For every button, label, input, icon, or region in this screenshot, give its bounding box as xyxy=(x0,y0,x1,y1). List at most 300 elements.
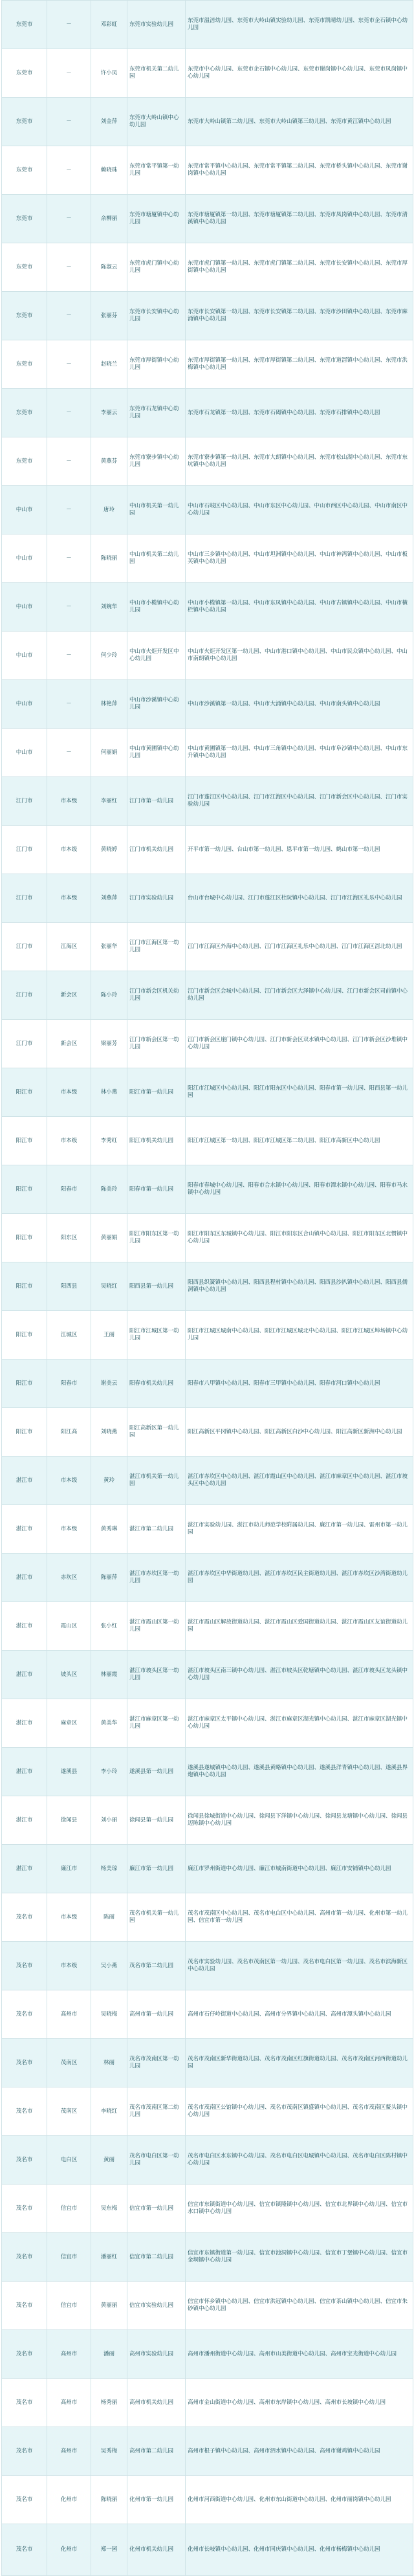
name-cell: 吴晓红 xyxy=(91,1262,127,1311)
name-cell: 黄秀琳 xyxy=(91,1505,127,1554)
city-cell: 中山市 xyxy=(2,680,47,729)
name-cell: 陈丽 xyxy=(91,1893,127,1942)
district-cell: 化州市 xyxy=(47,2476,91,2524)
name-cell: 陈美玲 xyxy=(91,1165,127,1214)
members-cell: 湛江市霞山区解放街道幼儿园、湛江市霞山区爱国街道幼儿园、湛江市霞山区友谊街道幼儿园 xyxy=(186,1602,413,1651)
table-row xyxy=(2,1651,413,1699)
kindergarten-cell: 茂名市茂南区第二幼儿园 xyxy=(127,2087,186,2136)
district-cell: 遂溪县 xyxy=(47,1748,91,1796)
name-cell: 赵晓兰 xyxy=(91,340,127,389)
members-cell: 东莞市中心幼儿园、东莞市企石镇中心幼儿园、东莞市谢岗镇中心幼儿园、东莞市凤岗镇中心幼儿园 xyxy=(186,49,413,98)
district-cell: 市本级 xyxy=(47,826,91,874)
kindergarten-cell: 信宜市实验幼儿园 xyxy=(127,2282,186,2330)
table-row xyxy=(2,1699,413,1748)
city-cell: 茂名市 xyxy=(2,2379,47,2427)
members-cell: 东莞市虎门镇第一幼儿园、东莞市虎门镇第二幼儿园、东莞市长安镇中心幼儿园、东莞市厚街镇中心幼儿园 xyxy=(186,243,413,292)
members-cell: 中山市石岐区中心幼儿园、中山市东区中心幼儿园、中山市西区中心幼儿园、中山市南区中心幼儿园 xyxy=(186,486,413,534)
city-cell: 湛江市 xyxy=(2,1748,47,1796)
members-cell: 茂名市茂南区公馆镇中心幼儿园、茂名市茂南区镇盛镇中心幼儿园、茂名市茂南区鳌头镇中心幼儿园 xyxy=(186,2087,413,2136)
kindergarten-cell: 信宜市第二幼儿园 xyxy=(127,2233,186,2282)
members-cell: 高州市根子镇中心幼儿园、高州市泗水镇中心幼儿园、高州市谢鸡镇中心幼儿园 xyxy=(186,2427,413,2476)
district-cell: 市本级 xyxy=(47,1505,91,1554)
kindergarten-cell: 高州市第一幼儿园 xyxy=(127,1990,186,2039)
kindergarten-cell: 徐闻县第一幼儿园 xyxy=(127,1796,186,1845)
city-cell: 茂名市 xyxy=(2,2185,47,2233)
district-cell: 阳江高 xyxy=(47,1408,91,1457)
kindergarten-cell: 茂名市茂南区第一幼儿园 xyxy=(127,2039,186,2087)
city-cell: 江门市 xyxy=(2,1020,47,1068)
table-row xyxy=(2,583,413,632)
name-cell: 梁丽芳 xyxy=(91,1020,127,1068)
city-cell: 中山市 xyxy=(2,486,47,534)
kindergarten-cell: 化州市第一幼儿园 xyxy=(127,2476,186,2524)
district-cell: － xyxy=(47,340,91,389)
members-cell: 信宜市怀乡镇中心幼儿园、信宜市洪冠镇中心幼儿园、信宜市茶山镇中心幼儿园、信宜市朱砂镇中心幼儿园 xyxy=(186,2282,413,2330)
name-cell: 李丽云 xyxy=(91,389,127,437)
members-cell: 茂名市茂南区新华街道幼儿园、茂名市茂南区红旗街道幼儿园、茂名市茂南区河西街道幼儿园 xyxy=(186,2039,413,2087)
name-cell: 陈淑云 xyxy=(91,243,127,292)
table-row xyxy=(2,2233,413,2282)
city-cell: 茂名市 xyxy=(2,2087,47,2136)
table-row xyxy=(2,340,413,389)
district-cell: 市本级 xyxy=(47,777,91,826)
members-cell: 茂名市实验幼儿园、茂名市茂南区第一幼儿园、茂名市电白区第一幼儿园、茂名市滨海新区中心幼儿园 xyxy=(186,1942,413,1990)
name-cell: 杨美琼 xyxy=(91,1845,127,1893)
city-cell: 阳江市 xyxy=(2,1262,47,1311)
name-cell: 许小凤 xyxy=(91,49,127,98)
members-cell: 阳春市八甲镇中心幼儿园、阳春市三甲镇中心幼儿园、阳春市河口镇中心幼儿园 xyxy=(186,1360,413,1408)
name-cell: 唐玲 xyxy=(91,486,127,534)
members-cell: 江门市江海区外海中心幼儿园、江门市江海区礼乐中心幼儿园、江门市江海区滘北幼儿园 xyxy=(186,923,413,971)
members-cell: 湛江市实验幼儿园、湛江市幼儿师范学校附属幼儿园、廉江市第一幼儿园、雷州市第一幼儿园 xyxy=(186,1505,413,1554)
name-cell: 黄丽娟 xyxy=(91,1214,127,1262)
kindergarten-cell: 茂名市第二幼儿园 xyxy=(127,1942,186,1990)
district-cell: 高州市 xyxy=(47,1990,91,2039)
table-row xyxy=(2,1408,413,1457)
table-row xyxy=(2,2330,413,2379)
members-cell: 湛江市赤坎区中华街道幼儿园、湛江市赤坎区民主街道幼儿园、湛江市赤坎区沙湾街道幼儿园 xyxy=(186,1554,413,1602)
table-row xyxy=(2,1,413,49)
city-cell: 东莞市 xyxy=(2,292,47,340)
table-row xyxy=(2,1020,413,1068)
members-cell: 东莞市常平镇中心幼儿园、东莞市常平镇第二幼儿园、东莞市桥头镇中心幼儿园、东莞市谢岗镇中心幼儿园 xyxy=(186,146,413,195)
table-row xyxy=(2,1554,413,1602)
kindergarten-cell: 东莞市实验幼儿园 xyxy=(127,1,186,49)
city-cell: 湛江市 xyxy=(2,1796,47,1845)
city-cell: 阳江市 xyxy=(2,1408,47,1457)
kindergarten-cell: 茂名市电白区第一幼儿园 xyxy=(127,2136,186,2185)
city-cell: 湛江市 xyxy=(2,1505,47,1554)
kindergarten-cell: 茂名市机关第一幼儿园 xyxy=(127,1893,186,1942)
kindergarten-cell: 廉江市第一幼儿园 xyxy=(127,1845,186,1893)
city-cell: 江门市 xyxy=(2,971,47,1020)
city-cell: 阳江市 xyxy=(2,1165,47,1214)
table-row xyxy=(2,826,413,874)
city-cell: 东莞市 xyxy=(2,389,47,437)
city-cell: 阳江市 xyxy=(2,1311,47,1360)
district-cell: 市本级 xyxy=(47,1942,91,1990)
table-row xyxy=(2,2087,413,2136)
name-cell: 杨秀丽 xyxy=(91,2379,127,2427)
district-cell: 市本级 xyxy=(47,874,91,923)
district-cell: 新会区 xyxy=(47,971,91,1020)
members-cell: 徐闻县徐城街道中心幼儿园、徐闻县下洋镇中心幼儿园、徐闻县龙塘镇中心幼儿园、徐闻县迈陈镇中心幼儿园 xyxy=(186,1796,413,1845)
kindergarten-cell: 中山市小榄镇中心幼儿园 xyxy=(127,583,186,632)
name-cell: 何丽娟 xyxy=(91,729,127,777)
kindergarten-cell: 江门市新会区第一幼儿园 xyxy=(127,1020,186,1068)
kindergarten-cell: 江门市江海区第一幼儿园 xyxy=(127,923,186,971)
district-cell: 阳西县 xyxy=(47,1262,91,1311)
table-row xyxy=(2,1262,413,1311)
table-row xyxy=(2,534,413,583)
city-cell: 东莞市 xyxy=(2,98,47,146)
district-cell: － xyxy=(47,1,91,49)
kindergarten-cell: 东莞市寮步镇中心幼儿园 xyxy=(127,437,186,486)
members-cell: 江门市蓬江区中心幼儿园、江门市江海区中心幼儿园、江门市新会区中心幼儿园、江门市实验幼儿园 xyxy=(186,777,413,826)
city-cell: 江门市 xyxy=(2,826,47,874)
kindergarten-cell: 化州市机关幼儿园 xyxy=(127,2524,186,2576)
name-cell: 黄丽 xyxy=(91,2136,127,2185)
table-row xyxy=(2,2379,413,2427)
district-cell: 茂南区 xyxy=(47,2039,91,2087)
city-cell: 茂名市 xyxy=(2,2476,47,2524)
name-cell: 黄丽丽 xyxy=(91,2282,127,2330)
members-cell: 中山市火炬开发区第一幼儿园、中山市港口镇中心幼儿园、中山市民众镇中心幼儿园、中山市南朗镇中心幼儿园 xyxy=(186,632,413,680)
district-cell: － xyxy=(47,292,91,340)
name-cell: 林丽霞 xyxy=(91,1651,127,1699)
city-cell: 江门市 xyxy=(2,777,47,826)
table-row xyxy=(2,971,413,1020)
table-row xyxy=(2,777,413,826)
name-cell: 赖晓珠 xyxy=(91,146,127,195)
city-cell: 茂名市 xyxy=(2,1893,47,1942)
name-cell: 刘婉华 xyxy=(91,583,127,632)
district-cell: － xyxy=(47,49,91,98)
table-row xyxy=(2,2524,413,2576)
district-cell: 阳春市 xyxy=(47,1360,91,1408)
members-cell: 化州市长岐镇中心幼儿园、化州市同庆镇中心幼儿园、化州市杨梅镇中心幼儿园 xyxy=(186,2524,413,2576)
members-cell: 东莞市大岭山镇第二幼儿园、东莞市大岭山镇第三幼儿园、东莞市黄江镇中心幼儿园 xyxy=(186,98,413,146)
kindergarten-cell: 湛江市赤坎区第一幼儿园 xyxy=(127,1554,186,1602)
kindergarten-cell: 江门市机关幼儿园 xyxy=(127,826,186,874)
kindergarten-cell: 中山市机关第二幼儿园 xyxy=(127,534,186,583)
name-cell: 刘燕萍 xyxy=(91,874,127,923)
table-row xyxy=(2,2136,413,2185)
table-row xyxy=(2,1796,413,1845)
members-cell: 东莞市厚街镇第一幼儿园、东莞市厚街镇第二幼儿园、东莞市道滘镇中心幼儿园、东莞市洪梅镇中心幼儿园 xyxy=(186,340,413,389)
city-cell: 湛江市 xyxy=(2,1845,47,1893)
name-cell: 吴小燕 xyxy=(91,1942,127,1990)
members-cell: 茂名市电白区水东镇中心幼儿园、茂名市电白区电城镇中心幼儿园、茂名市电白区陈村镇中心幼儿园 xyxy=(186,2136,413,2185)
name-cell: 张小红 xyxy=(91,1602,127,1651)
kindergarten-cell: 东莞市大岭山镇中心幼儿园 xyxy=(127,98,186,146)
city-cell: 湛江市 xyxy=(2,1602,47,1651)
name-cell: 王丽 xyxy=(91,1311,127,1360)
kindergarten-cell: 湛江市霞山区第一幼儿园 xyxy=(127,1602,186,1651)
members-cell: 阳春市春城中心幼儿园、阳春市合水镇中心幼儿园、阳春市潭水镇中心幼儿园、阳春市马水镇中心幼儿园 xyxy=(186,1165,413,1214)
members-cell: 阳江高新区平冈镇中心幼儿园、阳江高新区白沙中心幼儿园、阳江高新区新洲中心幼儿园 xyxy=(186,1408,413,1457)
kindergarten-cell: 东莞市虎门镇中心幼儿园 xyxy=(127,243,186,292)
table-row xyxy=(2,1602,413,1651)
name-cell: 陈晓丽 xyxy=(91,534,127,583)
members-cell: 东莞市寮步镇第一幼儿园、东莞市大朗镇中心幼儿园、东莞市松山湖中心幼儿园、东莞市东坑镇中心幼儿园 xyxy=(186,437,413,486)
district-cell: 麻章区 xyxy=(47,1699,91,1748)
city-cell: 茂名市 xyxy=(2,1942,47,1990)
members-cell: 高州市金山街道中心幼儿园、高州市东岸镇中心幼儿园、高州市长坡镇中心幼儿园 xyxy=(186,2379,413,2427)
city-cell: 江门市 xyxy=(2,874,47,923)
name-cell: 陈晓丽 xyxy=(91,2476,127,2524)
table-row xyxy=(2,243,413,292)
kindergarten-cell: 湛江市机关第一幼儿园 xyxy=(127,1457,186,1505)
district-cell: 信宜市 xyxy=(47,2185,91,2233)
name-cell: 张丽芬 xyxy=(91,292,127,340)
members-cell: 江门市新会区崖门镇中心幼儿园、江门市新会区双水镇中心幼儿园、江门市新会区沙堆镇中心幼儿园 xyxy=(186,1020,413,1068)
table-row xyxy=(2,2427,413,2476)
name-cell: 李晓红 xyxy=(91,2087,127,2136)
name-cell: 刘晓燕 xyxy=(91,1408,127,1457)
name-cell: 黄燕芬 xyxy=(91,437,127,486)
table-row xyxy=(2,2185,413,2233)
kindergarten-cell: 信宜市第一幼儿园 xyxy=(127,2185,186,2233)
members-cell: 湛江市赤坎区中心幼儿园、湛江市霞山区中心幼儿园、湛江市麻章区中心幼儿园、湛江市坡头区中心幼儿园 xyxy=(186,1457,413,1505)
name-cell: 林小燕 xyxy=(91,1068,127,1117)
city-cell: 东莞市 xyxy=(2,243,47,292)
city-cell: 中山市 xyxy=(2,632,47,680)
members-cell: 高州市石仔岭街道中心幼儿园、高州市分界镇中心幼儿园、高州市潭头镇中心幼儿园 xyxy=(186,1990,413,2039)
district-cell: 霞山区 xyxy=(47,1602,91,1651)
table-row xyxy=(2,680,413,729)
city-cell: 湛江市 xyxy=(2,1651,47,1699)
kindergarten-cell: 中山市火炬开发区中心幼儿园 xyxy=(127,632,186,680)
members-cell: 阳西县织簧镇中心幼儿园、阳西县程村镇中心幼儿园、阳西县沙扒镇中心幼儿园、阳西县儒洞镇中心幼儿园 xyxy=(186,1262,413,1311)
name-cell: 李秀红 xyxy=(91,1117,127,1165)
district-cell: － xyxy=(47,437,91,486)
district-cell: － xyxy=(47,680,91,729)
name-cell: 何少玲 xyxy=(91,632,127,680)
city-cell: 湛江市 xyxy=(2,1457,47,1505)
name-cell: 黄玲 xyxy=(91,1457,127,1505)
district-cell: 高州市 xyxy=(47,2379,91,2427)
kindergarten-cell: 东莞市机关第二幼儿园 xyxy=(127,49,186,98)
district-cell: 信宜市 xyxy=(47,2233,91,2282)
city-cell: 茂名市 xyxy=(2,2039,47,2087)
kindergarten-cell: 高州市第二幼儿园 xyxy=(127,2427,186,2476)
kindergarten-cell: 阳江市阳东区第一幼儿园 xyxy=(127,1214,186,1262)
name-cell: 邓彩虹 xyxy=(91,1,127,49)
district-cell: 赤坎区 xyxy=(47,1554,91,1602)
members-cell: 中山市黄圃镇第一幼儿园、中山市三角镇中心幼儿园、中山市阜沙镇中心幼儿园、中山市东升镇中心幼儿园 xyxy=(186,729,413,777)
table-row xyxy=(2,2282,413,2330)
city-cell: 茂名市 xyxy=(2,2330,47,2379)
members-cell: 遂溪县遂城镇中心幼儿园、遂溪县黄略镇中心幼儿园、遂溪县洋青镇中心幼儿园、遂溪县界炮镇中心幼儿园 xyxy=(186,1748,413,1796)
members-cell: 化州市河西街道中心幼儿园、化州市东山街道中心幼儿园、化州市丽岗镇中心幼儿园 xyxy=(186,2476,413,2524)
kindergarten-cell: 中山市机关第一幼儿园 xyxy=(127,486,186,534)
district-cell: － xyxy=(47,486,91,534)
kindergarten-cell: 阳江市第一幼儿园 xyxy=(127,1068,186,1117)
table-row xyxy=(2,486,413,534)
table-row xyxy=(2,1457,413,1505)
table-row xyxy=(2,1748,413,1796)
kindergarten-cell: 阳江市机关幼儿园 xyxy=(127,1117,186,1165)
kindergarten-cell: 阳西县第一幼儿园 xyxy=(127,1262,186,1311)
table-row xyxy=(2,98,413,146)
table-row xyxy=(2,1942,413,1990)
city-cell: 茂名市 xyxy=(2,1990,47,2039)
members-cell: 廉江市罗州街道中心幼儿园、廉江市城南街道中心幼儿园、廉江市安铺镇中心幼儿园 xyxy=(186,1845,413,1893)
kindergarten-cell: 东莞市常平镇第一幼儿园 xyxy=(127,146,186,195)
city-cell: 东莞市 xyxy=(2,437,47,486)
table-row xyxy=(2,1214,413,1262)
kindergarten-cell: 高州市实验幼儿园 xyxy=(127,2330,186,2379)
city-cell: 东莞市 xyxy=(2,146,47,195)
table-row xyxy=(2,437,413,486)
district-cell: － xyxy=(47,389,91,437)
name-cell: 潘丽红 xyxy=(91,2233,127,2282)
name-cell: 林艳萍 xyxy=(91,680,127,729)
kindergarten-cell: 高州市机关幼儿园 xyxy=(127,2379,186,2427)
members-cell: 东莞市温涪幼儿园、东莞市大岭山镇实验幼儿园、东莞市凯晴幼儿园、东莞市企石镇中心幼儿园 xyxy=(186,1,413,49)
city-cell: 东莞市 xyxy=(2,49,47,98)
members-cell: 中山市沙溪镇第一幼儿园、中山市大涌镇中心幼儿园、中山市南头镇中心幼儿园 xyxy=(186,680,413,729)
members-cell: 湛江市麻章区太平镇中心幼儿园、湛江市麻章区湖光镇中心幼儿园、湛江市麻章区湖光镇中心幼儿园 xyxy=(186,1699,413,1748)
kindergarten-cell: 湛江市第二幼儿园 xyxy=(127,1505,186,1554)
name-cell: 张丽华 xyxy=(91,923,127,971)
members-cell: 东莞市塘厦镇第一幼儿园、东莞市塘厦镇第二幼儿园、东莞市凤岗镇中心幼儿园、东莞市清溪镇中心幼儿园 xyxy=(186,195,413,243)
district-cell: 市本级 xyxy=(47,1893,91,1942)
district-cell: － xyxy=(47,146,91,195)
kindergarten-cell: 东莞市厚街镇中心幼儿园 xyxy=(127,340,186,389)
name-cell: 李小玲 xyxy=(91,1748,127,1796)
members-cell: 台山市台城中心幼儿园、江门市蓬江区杜阮镇中心幼儿园、江门市江海区礼乐中心幼儿园 xyxy=(186,874,413,923)
district-cell: 坡头区 xyxy=(47,1651,91,1699)
table-row xyxy=(2,1845,413,1893)
kindergarten-cell: 东莞市长安镇中心幼儿园 xyxy=(127,292,186,340)
kindergarten-cell: 湛江市坡头区第一幼儿园 xyxy=(127,1651,186,1699)
city-cell: 茂名市 xyxy=(2,2136,47,2185)
name-cell: 刘小丽 xyxy=(91,1796,127,1845)
kindergarten-cell: 阳江市江城区第一幼儿园 xyxy=(127,1311,186,1360)
name-cell: 吴东梅 xyxy=(91,2185,127,2233)
name-cell: 李丽红 xyxy=(91,777,127,826)
district-cell: 市本级 xyxy=(47,1457,91,1505)
name-cell: 刘金萍 xyxy=(91,98,127,146)
district-cell: 市本级 xyxy=(47,1068,91,1117)
city-cell: 江门市 xyxy=(2,923,47,971)
district-cell: － xyxy=(47,534,91,583)
district-cell: 化州市 xyxy=(47,2524,91,2576)
city-cell: 阳江市 xyxy=(2,1214,47,1262)
city-cell: 茂名市 xyxy=(2,2282,47,2330)
city-cell: 阳江市 xyxy=(2,1117,47,1165)
members-cell: 高州市潘州街道中心幼儿园、高州市山美街道中心幼儿园、高州市宝光街道中心幼儿园 xyxy=(186,2330,413,2379)
district-cell: － xyxy=(47,632,91,680)
kindergarten-cell: 中山市沙溪镇中心幼儿园 xyxy=(127,680,186,729)
kindergarten-cell: 东莞市塘厦镇中心幼儿园 xyxy=(127,195,186,243)
name-cell: 陈小玲 xyxy=(91,971,127,1020)
kindergarten-cell: 阳春市机关幼儿园 xyxy=(127,1360,186,1408)
name-cell: 郑一园 xyxy=(91,2524,127,2576)
kindergarten-cell: 江门市第一幼儿园 xyxy=(127,777,186,826)
district-cell: 阳东区 xyxy=(47,1214,91,1262)
city-cell: 阳江市 xyxy=(2,1360,47,1408)
kindergarten-cell: 阳江高新区第一幼儿园 xyxy=(127,1408,186,1457)
name-cell: 黄美华 xyxy=(91,1699,127,1748)
name-cell: 谢美云 xyxy=(91,1360,127,1408)
district-cell: 高州市 xyxy=(47,2427,91,2476)
city-cell: 湛江市 xyxy=(2,1699,47,1748)
district-cell: － xyxy=(47,243,91,292)
city-cell: 东莞市 xyxy=(2,340,47,389)
table-row xyxy=(2,1893,413,1942)
kindergarten-cell: 江门市实验幼儿园 xyxy=(127,874,186,923)
district-cell: － xyxy=(47,195,91,243)
kindergarten-cell: 阳春市第一幼儿园 xyxy=(127,1165,186,1214)
table-row xyxy=(2,292,413,340)
name-cell: 陈丽萍 xyxy=(91,1554,127,1602)
members-cell: 阳江市江城区第一幼儿园、阳江市江城区第二幼儿园、阳江市高新区中心幼儿园 xyxy=(186,1117,413,1165)
table-row xyxy=(2,389,413,437)
city-cell: 湛江市 xyxy=(2,1554,47,1602)
city-cell: 茂名市 xyxy=(2,2524,47,2576)
district-cell: 茂南区 xyxy=(47,2087,91,2136)
members-cell: 阳江市江城区中心幼儿园、阳江市阳东区中心幼儿园、阳春市第一幼儿园、阳西县第一幼儿园 xyxy=(186,1068,413,1117)
members-cell: 信宜市东镇街道中心幼儿园、信宜市镇隆镇中心幼儿园、信宜市北界镇中心幼儿园、信宜市水口镇中心幼儿园 xyxy=(186,2185,413,2233)
district-cell: 电白区 xyxy=(47,2136,91,2185)
city-cell: 阳江市 xyxy=(2,1068,47,1117)
kindergarten-cell: 江门市新会区机关幼儿园 xyxy=(127,971,186,1020)
table-row xyxy=(2,1505,413,1554)
members-cell: 中山市小榄镇第一幼儿园、中山市东凤镇中心幼儿园、中山市古镇镇中心幼儿园、中山市横栏镇中心幼儿园 xyxy=(186,583,413,632)
members-cell: 信宜市东镇街道第一幼儿园、信宜市池洞镇中心幼儿园、信宜市丁堡镇中心幼儿园、信宜市金垌镇中心幼儿园 xyxy=(186,2233,413,2282)
name-cell: 余柳丽 xyxy=(91,195,127,243)
members-cell: 开平市第一幼儿园、台山市第一幼儿园、恩平市第一幼儿园、鹤山市第一幼儿园 xyxy=(186,826,413,874)
city-cell: 中山市 xyxy=(2,729,47,777)
table-row xyxy=(2,1311,413,1360)
table-row xyxy=(2,146,413,195)
city-cell: 东莞市 xyxy=(2,1,47,49)
district-cell: 徐闻县 xyxy=(47,1796,91,1845)
district-cell: － xyxy=(47,98,91,146)
district-cell: 高州市 xyxy=(47,2330,91,2379)
city-cell: 东莞市 xyxy=(2,195,47,243)
members-cell: 阳江市阳东区东城镇中心幼儿园、阳江市阳东区合山镇中心幼儿园、阳江市阳东区北惯镇中心幼儿园 xyxy=(186,1214,413,1262)
name-cell: 黄晓婷 xyxy=(91,826,127,874)
table-row xyxy=(2,49,413,98)
city-cell: 茂名市 xyxy=(2,2427,47,2476)
members-cell: 中山市三乡镇中心幼儿园、中山市坦洲镇中心幼儿园、中山市神湾镇中心幼儿园、中山市板芙镇中心幼儿园 xyxy=(186,534,413,583)
members-cell: 湛江市坡头区南三镇中心幼儿园、湛江市坡头区乾塘镇中心幼儿园、湛江市坡头区龙头镇中心幼儿园 xyxy=(186,1651,413,1699)
members-cell: 阳江市江城区城南中心幼儿园、阳江市江城区城北中心幼儿园、阳江市江城区埠场镇中心幼儿园 xyxy=(186,1311,413,1360)
kindergarten-table xyxy=(1,0,413,2576)
kindergarten-cell: 湛江市麻章区第一幼儿园 xyxy=(127,1699,186,1748)
name-cell: 吴晓梅 xyxy=(91,1990,127,2039)
table-body xyxy=(2,1,413,2576)
district-cell: 市本级 xyxy=(47,1117,91,1165)
table-row xyxy=(2,1068,413,1117)
members-cell: 江门市新会区会城中心幼儿园、江门市新会区大泽镇中心幼儿园、江门市新会区司前镇中心幼儿园 xyxy=(186,971,413,1020)
city-cell: 中山市 xyxy=(2,583,47,632)
district-cell: 信宜市 xyxy=(47,2282,91,2330)
table-row xyxy=(2,1360,413,1408)
table-row xyxy=(2,1990,413,2039)
name-cell: 吴秀梅 xyxy=(91,2427,127,2476)
district-cell: － xyxy=(47,729,91,777)
table-row xyxy=(2,2476,413,2524)
table-row xyxy=(2,632,413,680)
kindergarten-cell: 东莞市石龙镇中心幼儿园 xyxy=(127,389,186,437)
kindergarten-cell: 中山市黄圃镇中心幼儿园 xyxy=(127,729,186,777)
table-row xyxy=(2,1117,413,1165)
